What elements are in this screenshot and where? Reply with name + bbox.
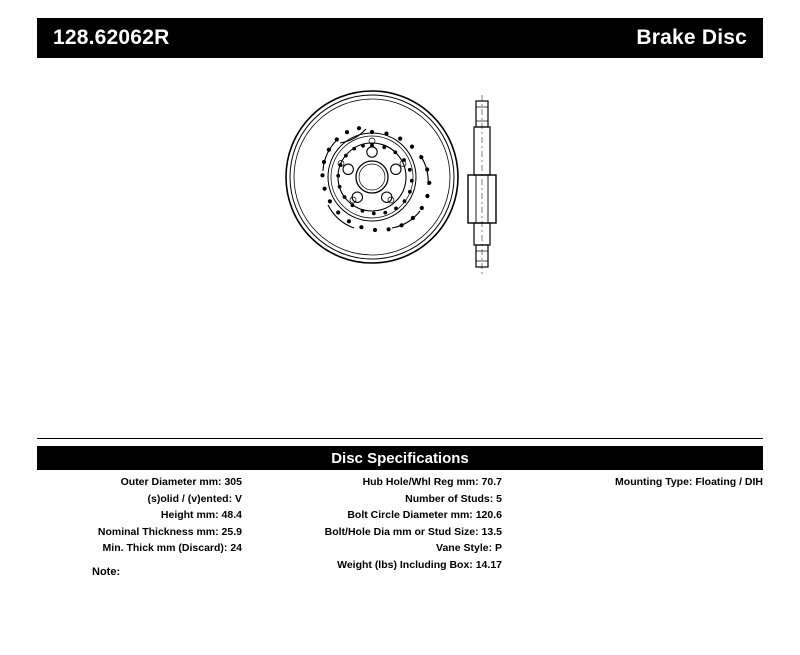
spec-title: Disc Specifications [331,449,469,467]
spec-column-middle [252,474,502,573]
rotor-side-profile [468,95,496,275]
spec-item: Number of Studs: 5 [405,492,502,505]
spec-item: Bolt Circle Diameter mm: 120.6 [347,509,502,521]
note-label: Note: [92,566,121,578]
spec-item: Weight (lbs) Including Box: 14.17 [337,558,502,571]
rotor-drawing-svg [280,85,540,285]
spec-column-left [37,474,242,557]
brake-rotor-illustration [280,85,540,285]
spec-item: Vane Style: P [436,542,502,554]
spec-column-right [512,474,763,491]
product-type-label: Brake Disc [636,26,747,49]
part-number: 128.62062R [53,26,170,49]
spec-item: Min. Thick mm (Discard): 24 [102,542,242,554]
spec-item: Nominal Thickness mm: 25.9 [97,525,242,538]
spec-item: Height mm: 48.4 [160,509,242,521]
spec-title-bar [37,446,763,470]
spec-item: Bolt/Hole Dia mm or Stud Size: 13.5 [324,525,502,538]
spec-item: Outer Diameter mm: 305 [120,476,242,488]
spec-item: Hub Hole/Whl Reg mm: 70.7 [362,476,502,488]
spec-item: Mounting Type: Floating / DIH [615,476,763,488]
spec-columns [37,474,763,584]
spec-item: (s)olid / (v)ented: V [147,492,242,505]
section-divider [37,438,763,439]
header-bar [37,18,763,58]
